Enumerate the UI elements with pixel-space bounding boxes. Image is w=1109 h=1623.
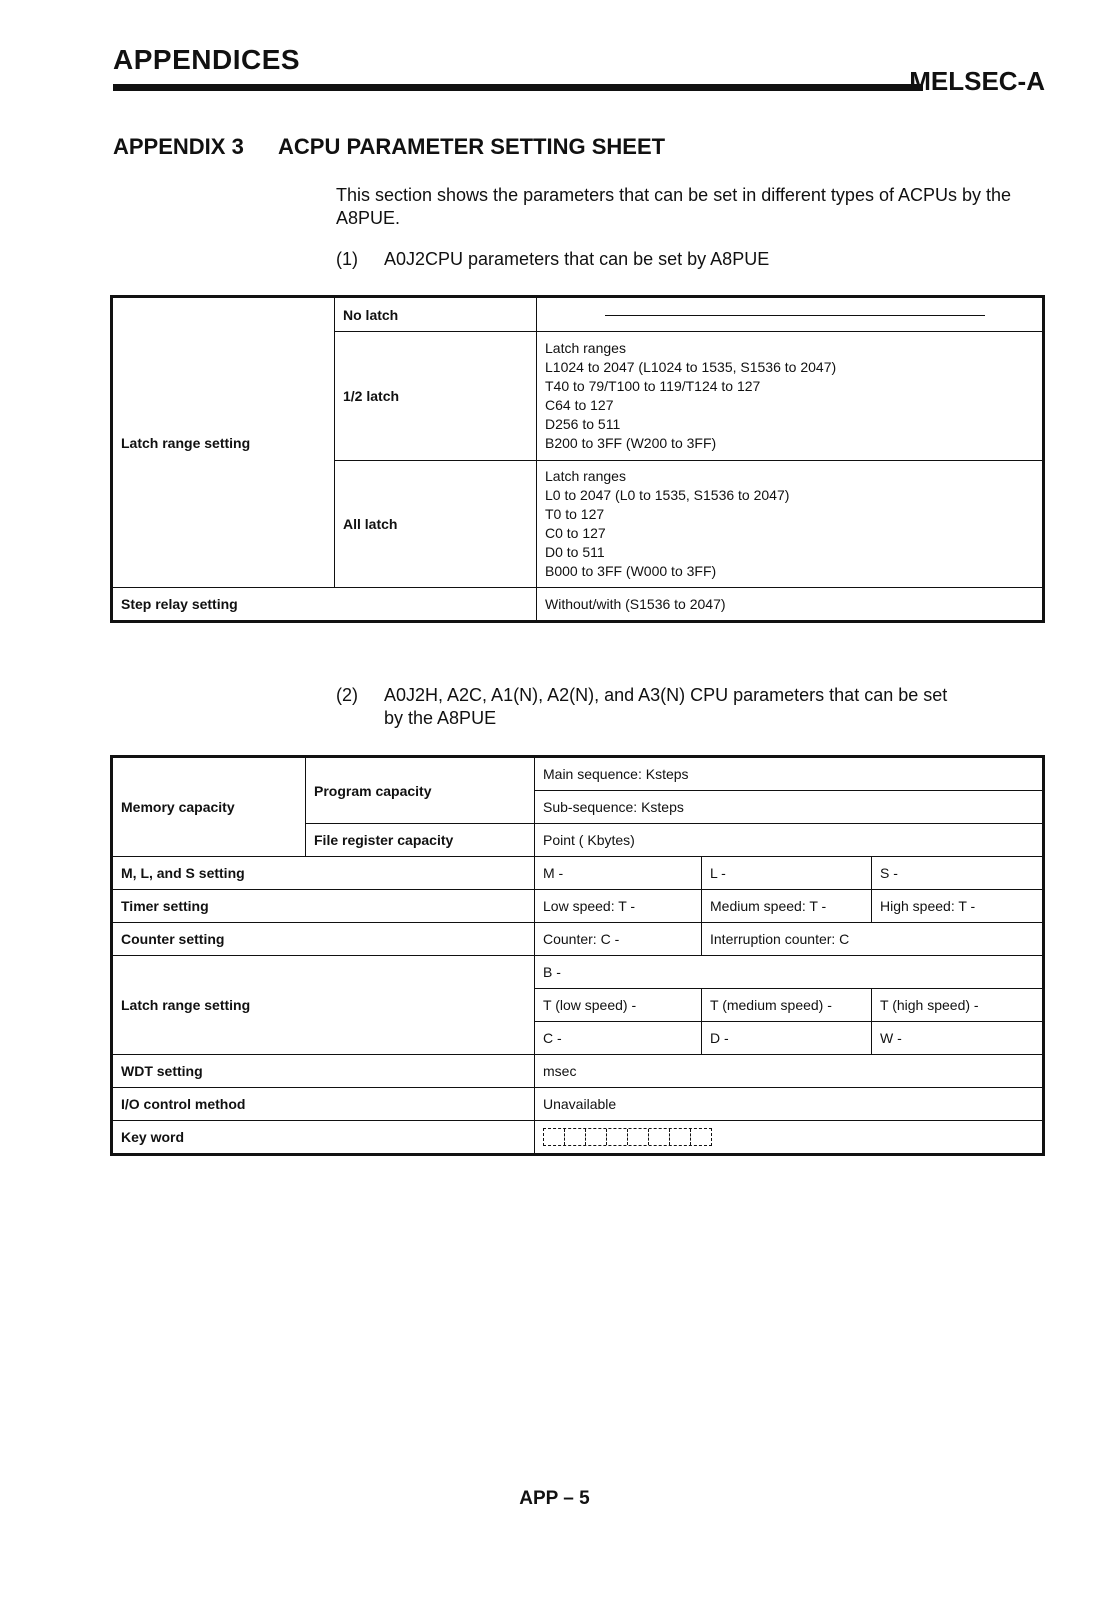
table-acpu-params (112, 757, 1043, 1154)
medium-speed-value: Medium speed: T - (702, 890, 872, 923)
no-latch-label: No latch (335, 298, 537, 332)
item-2-line2: by the A8PUE (384, 708, 497, 728)
half-latch-label: 1/2 latch (335, 332, 537, 461)
d-value: D - (702, 1022, 872, 1055)
timer-setting-label: Timer setting (113, 890, 535, 923)
appendix-title (113, 134, 665, 160)
latch-range-setting-label: Latch range setting (113, 956, 535, 1055)
range-line: Latch ranges (545, 468, 626, 484)
range-line: B000 to 3FF (W000 to 3FF) (545, 563, 717, 579)
io-control-value: Unavailable (535, 1088, 1043, 1121)
item-1-index: (1) (336, 249, 358, 269)
appendix-number: APPENDIX 3 (113, 134, 244, 159)
t-low-value: T (low speed) - (535, 989, 702, 1022)
header-section: APPENDICES (113, 44, 301, 75)
intro-paragraph: This section shows the parameters that can be set in different types of ACPUs by the A8PUE. (336, 185, 1012, 228)
no-latch-value (537, 298, 1043, 332)
range-line: C64 to 127 (545, 397, 614, 413)
range-line: T40 to 79/T100 to 119/T124 to 127 (545, 378, 761, 394)
range-line: C0 to 127 (545, 525, 606, 541)
s-value: S - (872, 857, 1043, 890)
range-line: L1024 to 2047 (L1024 to 1535, S1536 to 2047) (545, 359, 837, 375)
range-line: L0 to 2047 (L0 to 1535, S1536 to 2047) (545, 487, 790, 503)
range-line: B200 to 3FF (W200 to 3FF) (545, 435, 717, 451)
key-word-value (535, 1121, 1043, 1154)
wdt-value: msec (535, 1055, 1043, 1088)
step-relay-value: Without/with (S1536 to 2047) (537, 588, 1043, 621)
counter-value: Counter: C - (535, 923, 702, 956)
key-word-boxes (543, 1128, 712, 1146)
interruption-counter-value: Interruption counter: C (702, 923, 1043, 956)
range-line: D256 to 511 (545, 416, 621, 432)
io-control-label: I/O control method (113, 1088, 535, 1121)
file-register-value: Point ( Kbytes) (535, 824, 1043, 857)
file-register-label: File register capacity (306, 824, 535, 857)
counter-setting-label: Counter setting (113, 923, 535, 956)
key-word-label: Key word (113, 1121, 535, 1154)
item-2-index: (2) (336, 685, 358, 705)
latch-range-label: Latch range setting (113, 298, 335, 588)
half-latch-ranges (537, 332, 1043, 461)
step-relay-label: Step relay setting (113, 588, 537, 621)
memory-capacity-label: Memory capacity (113, 758, 306, 857)
t-medium-value: T (medium speed) - (702, 989, 872, 1022)
high-speed-value: High speed: T - (872, 890, 1043, 923)
table-a0j2cpu (112, 297, 1043, 621)
all-latch-ranges (537, 461, 1043, 588)
item-1 (336, 248, 1076, 271)
range-line: T0 to 127 (545, 506, 605, 522)
wdt-setting-label: WDT setting (113, 1055, 535, 1088)
low-speed-value: Low speed: T - (535, 890, 702, 923)
page-number: APP – 5 (519, 1488, 590, 1509)
header-rule (113, 84, 923, 91)
mls-setting-label: M, L, and S setting (113, 857, 535, 890)
appendix-heading: ACPU PARAMETER SETTING SHEET (278, 134, 666, 159)
all-latch-label: All latch (335, 461, 537, 588)
c-value: C - (535, 1022, 702, 1055)
l-value: L - (702, 857, 872, 890)
item-2 (336, 684, 1076, 730)
item-1-text: A0J2CPU parameters that can be set by A8PUE (384, 249, 770, 269)
main-sequence-value: Main sequence: Ksteps (535, 758, 1043, 791)
m-value: M - (535, 857, 702, 890)
header-brand: MELSEC-A (909, 66, 1045, 96)
sub-sequence-value: Sub-sequence: Ksteps (535, 791, 1043, 824)
w-value: W - (872, 1022, 1043, 1055)
range-line: D0 to 511 (545, 544, 605, 560)
program-capacity-label: Program capacity (306, 758, 535, 824)
b-value: B - (535, 956, 1043, 989)
t-high-value: T (high speed) - (872, 989, 1043, 1022)
item-2-line1: A0J2H, A2C, A1(N), A2(N), and A3(N) CPU parameters that can be set (384, 685, 948, 705)
range-line: Latch ranges (545, 340, 626, 356)
